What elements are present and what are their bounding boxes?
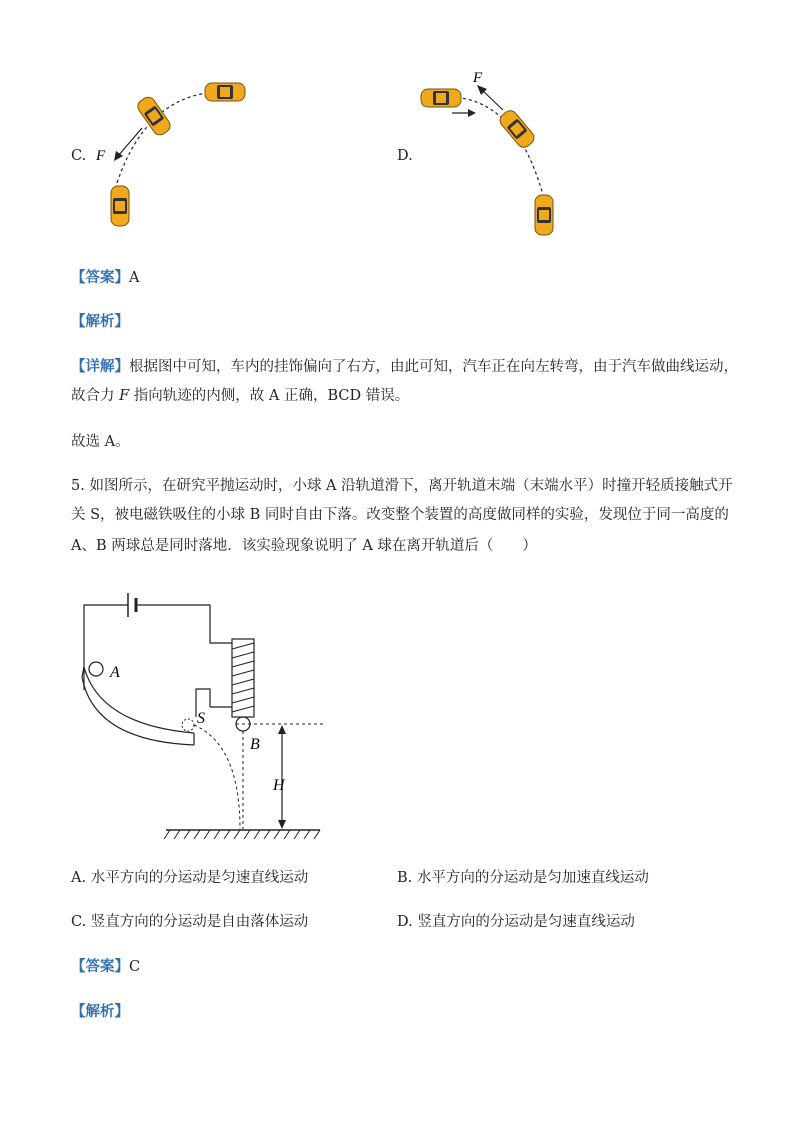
ball-a [89, 662, 103, 676]
detail-tag: 【详解】 [71, 358, 129, 375]
velocity-arrowhead [468, 109, 476, 117]
q5-option-c: C. 竖直方向的分运动是自由落体运动 [71, 914, 309, 930]
q4-detail-line2 [71, 386, 409, 406]
q5-apparatus-figure [70, 585, 330, 845]
label-h: H [273, 777, 285, 794]
force-symbol: F [119, 388, 130, 404]
q5-analysis-tag: 【解析】 [71, 1003, 129, 1020]
ball-a-dashed [182, 719, 194, 731]
option-c-label: C. [71, 148, 87, 164]
label-b: B [250, 736, 260, 753]
ball-a-projectile-path [194, 725, 240, 829]
force-label: F [96, 148, 106, 164]
force-label: F [473, 70, 483, 86]
q4-detail-line1 [71, 357, 738, 377]
answer-value: C [129, 959, 141, 975]
force-arrow-line [482, 90, 503, 110]
track-outer [82, 677, 194, 745]
label-a: A [110, 664, 120, 681]
answer-tag: 【答案】 [71, 269, 129, 286]
option-c-figure [90, 70, 260, 235]
q5-option-b: B. 水平方向的分运动是匀加速直线运动 [397, 870, 649, 886]
height-arrowhead-bottom [278, 820, 286, 829]
option-d-label: D. [397, 148, 413, 164]
circuit-wire-left [84, 605, 128, 690]
q5-answer [71, 957, 140, 977]
track-inner [84, 667, 194, 733]
car-middle-icon [497, 108, 537, 150]
q4-answer [71, 268, 139, 288]
label-s: S [197, 710, 205, 727]
car-top-icon [421, 89, 461, 107]
ground-hatching [164, 830, 320, 839]
car-top-icon [205, 83, 245, 101]
car-bottom-icon [535, 195, 553, 235]
answer-value: A [129, 270, 140, 286]
detail-line2-pre: 故合力 [71, 388, 120, 404]
car-bottom-icon [111, 186, 129, 226]
circuit-wire-right [136, 605, 232, 643]
height-arrowhead-top [278, 725, 286, 734]
answer-tag: 【答案】 [71, 958, 129, 975]
q5-option-d: D. 竖直方向的分运动是匀速直线运动 [397, 914, 635, 930]
electromagnet [232, 639, 254, 717]
force-arrow-line [118, 128, 142, 156]
car-middle-icon [135, 94, 173, 137]
detail-line2-post: 指向轨迹的内侧，故 A 正确，BCD 错误。 [129, 388, 410, 404]
q5-stem-line1: 5. 如图所示，在研究平抛运动时，小球 A 沿轨道滑下，离开轨道末端（末端水平）时撞开轻质接触式开 [71, 478, 733, 494]
q4-analysis-tag: 【解析】 [71, 313, 129, 330]
q5-option-a: A. 水平方向的分运动是匀速直线运动 [71, 870, 309, 886]
detail-text: 根据图中可知，车内的挂饰偏向了右方，由此可知，汽车正在向左转弯，由于汽车做曲线运动， [129, 359, 738, 375]
q5-stem-line3: A、B 两球总是同时落地．该实验现象说明了 A 球在离开轨道后（ ） [71, 538, 537, 554]
option-d-figure [415, 65, 585, 240]
q4-conclusion: 故选 A。 [71, 434, 130, 450]
trajectory-dashed [118, 92, 226, 180]
q5-stem-line2: 关 S，被电磁铁吸住的小球 B 同时自由下落。改变整个装置的高度做同样的实验，发现位于同一高度的 [71, 507, 729, 523]
